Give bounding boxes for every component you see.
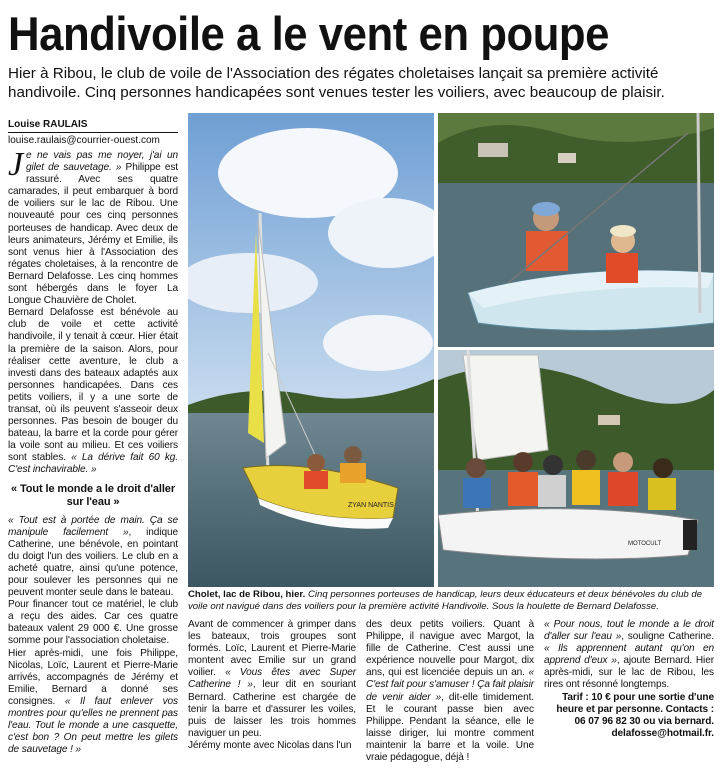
author-name: Louise RAULAIS xyxy=(8,119,178,133)
caption-body: Cinq personnes porteuses de handicap, leurs deux éducateurs et deux bénévoles du club de voile ont navigué dans des voiliers pour la première activité Handivoile. Sous la houlette de Bernard Delafosse. xyxy=(188,589,703,612)
paragraph: Avant de commencer à grimper dans les bateaux, trois groupes sont formés. Loïc, Laurent et Pierre-Marie montent avec Emilie sur un grand voilier. « Vous êtes avec Super Catherine ! », leur dit en souriant Bernard. Catherine est chargée de tenir la barre et d'assurer les voiles, puis de laisser les trois hommes naviguer un peu. xyxy=(188,619,356,739)
photo-group-boat xyxy=(438,350,714,587)
byline xyxy=(8,119,178,147)
paragraph: « Tout est à portée de main. Ça se manipule facilement », indique Catherine, une bénévole, en pointant du doigt l'un des voiliers. Le club en a acheté quatre, ainsi qu'une potence, pour soulever les personnes qui ne peuvent monter seule dans le bateau. xyxy=(8,514,178,599)
contact-email[interactable]: delafosse@hotmail.fr. xyxy=(611,727,714,739)
photo-main-sailboat xyxy=(188,113,434,587)
paragraph: Pour financer tout ce matériel, le club a reçu des aides. Car ces quatre bateaux valent 29 000 €. Une grosse somme pour l'association choletaise. xyxy=(8,599,178,647)
headline: Handivoile a le vent en poupe xyxy=(8,7,610,60)
hull-label: ZYAN NANTIS xyxy=(348,502,394,509)
paragraph: Bernard Delafosse est bénévole au club de voile et cette activité handivoile, il y tenait à cœur. Hier était la première de la saison. Alors, pour réaliser cette aventure, le club a investi dans des bateaux adaptés aux personnes handicapées. Dans ces petits voiliers, il y a une sorte de transat, où ils peuvent s'asseoir deux personnes. Pas besoin de bouger du bateau, la barre et la corde pour gérer la voile sont au milieu. Et ces voiliers sont stables. « La dérive fait 60 kg. C'est inchavirable. » xyxy=(8,307,178,476)
dropcap: J xyxy=(8,146,23,183)
paragraph: des deux petits voiliers. Quant à Philippe, il navigue avec Margot, la fille de Catherine. C'est aussi une expérience nouvelle pour Margot, dix ans, qui est licenciée depuis un an. « C'est fait pour s'amuser ! Ça fait plaisir de venir aider », dit-elle timidement. Et le courant passe bien avec Philippe. Pendant la séance, elle le laisse diriger, lui montre comment maintenir la barre et la voile. Une vraie pédagogue, déjà ! xyxy=(366,619,535,764)
paragraph: Je ne vais pas me noyer, j'ai un gilet de sauvetage. » Philippe est rassuré. Avec ses quatre camarades, il peut embarquer à bord de voiliers sur le lac de Ribou. Une nouveauté pour ces cinq personnes porteuses de handicap. Avec deux de leurs animateurs, Jérémy et Emilie, ils sont venus hier à l'Association des régates choletaises, à la rencontre de Bernard Delafosse. Les cinq hommes sont hébergés dans le foyer La Longue Chauvière de Cholet. xyxy=(8,146,178,307)
article-column-1 xyxy=(8,146,178,756)
article-column-4 xyxy=(544,619,714,740)
tarif-info: Tarif : 10 € pour une sortie d'une heure et par personne. Contacts : 06 07 96 82 30 ou via bernard. xyxy=(556,691,714,727)
paragraph: « Pour nous, tout le monde a le droit d'aller sur l'eau », souligne Catherine. « Ils apprennent autant qu'on en apprend d'eux », ajoute Bernard. Hier après-midi, sur le lac de Ribou, les rires ont résonné longtemps. xyxy=(544,619,714,691)
photo-two-sailors xyxy=(438,113,714,347)
author-email[interactable]: louise.raulais@courrier-ouest.com xyxy=(8,135,160,146)
subheading: « Tout le monde a le droit d'aller sur l'eau » xyxy=(10,482,176,508)
hull-label: MOTOCULT xyxy=(628,541,662,547)
caption-lead: Cholet, lac de Ribou, hier. xyxy=(188,589,306,600)
article-column-3 xyxy=(366,619,534,764)
photo-caption xyxy=(188,589,714,612)
paragraph: Jérémy monte avec Nicolas dans l'un xyxy=(188,739,352,751)
paragraph: Hier après-midi, une fois Philippe, Nicolas, Loïc, Laurent et Pierre-Marie arrivés, accompagnés de Jérémy et Emilie, Bernard a donné ses consignes. « Il faut enlever vos montres pour qu'elles ne prennent pas l'eau. Tout le monde a une casquette, c'est bon ? On peut mettre les gilets de sauvetage ! » xyxy=(8,647,178,756)
lede: Hier à Ribou, le club de voile de l'Association des régates choletaises lançait sa première activité handivoile. Cinq personnes handicapées sont venues tester les voiliers, avec beaucoup de plaisir. xyxy=(8,65,665,101)
article-column-2 xyxy=(188,619,356,752)
